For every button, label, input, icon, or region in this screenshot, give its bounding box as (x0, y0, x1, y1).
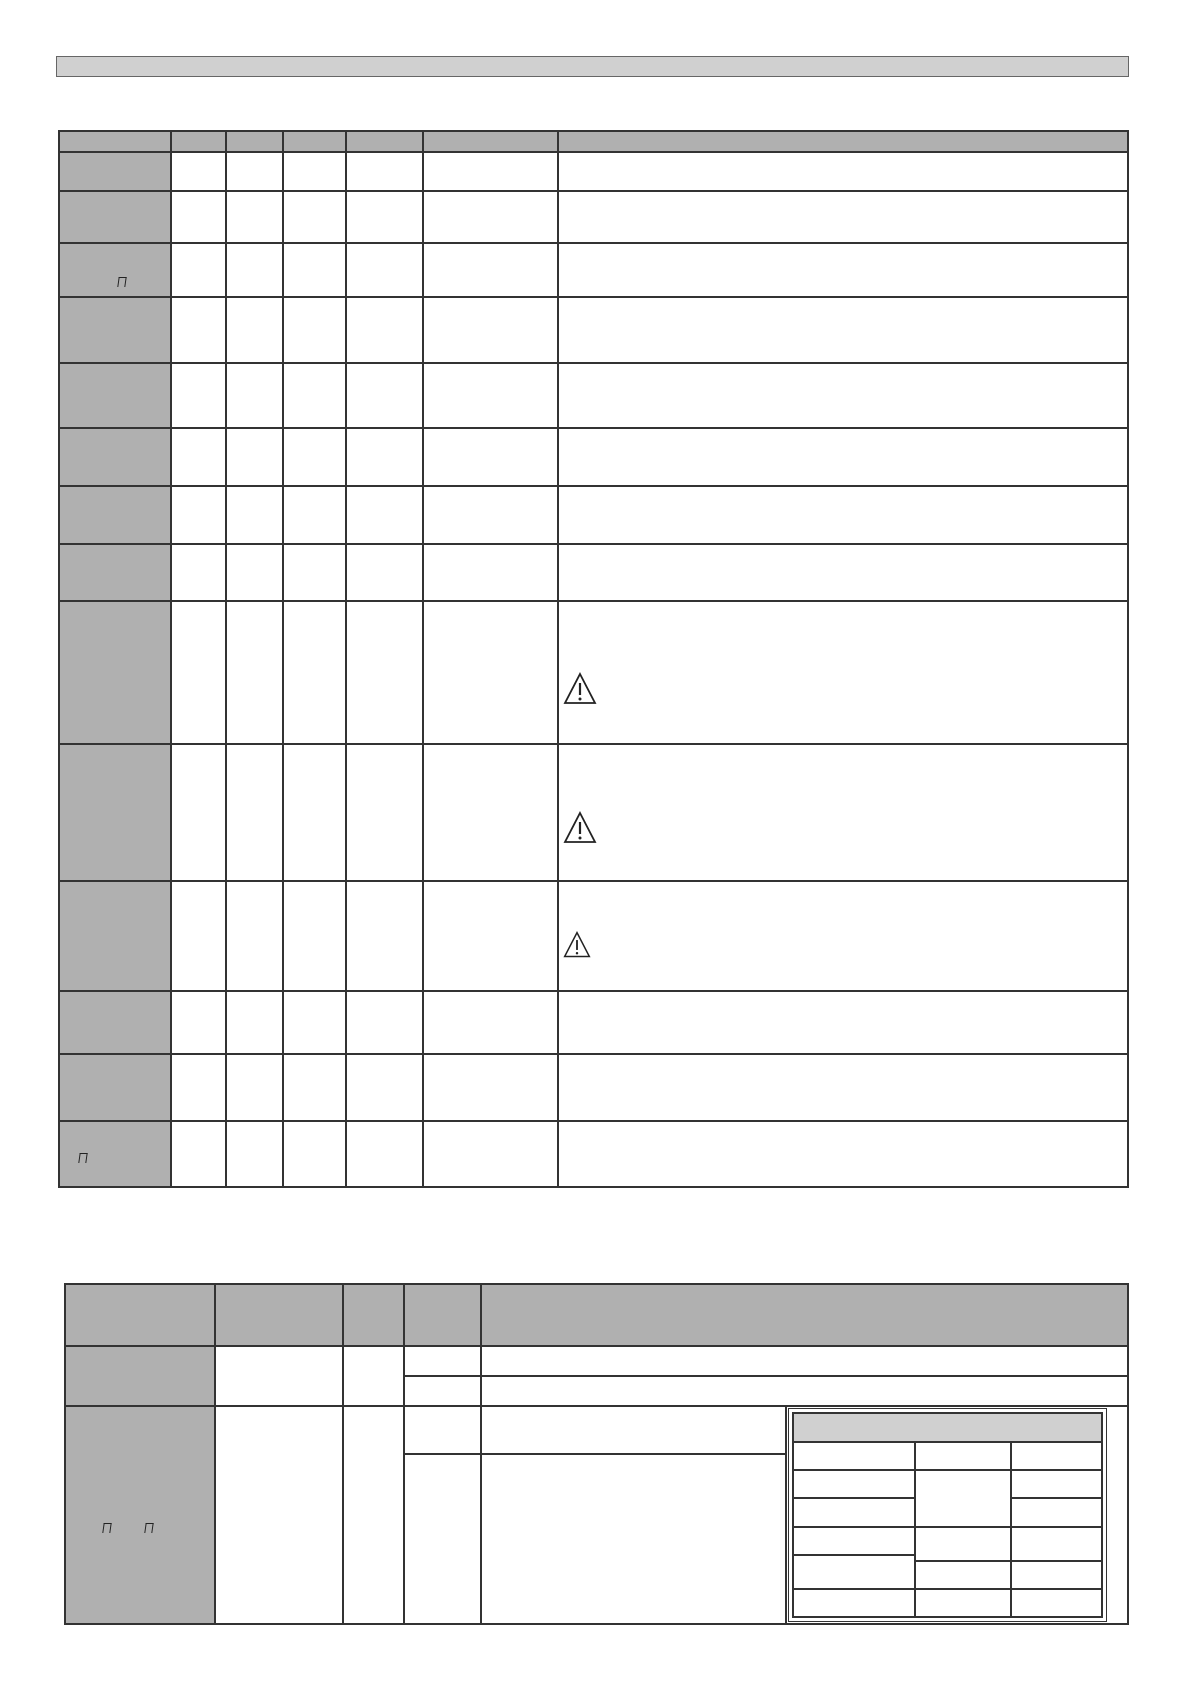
seven-segment-n-icon (102, 1523, 111, 1533)
setting-table-header (66, 1285, 1127, 1346)
warning-triangle-icon (563, 811, 597, 845)
parameter-name-column (60, 151, 171, 1186)
seven-segment-n-icon (144, 1523, 153, 1533)
warning-triangle-icon (563, 931, 591, 959)
section-title-bar (56, 56, 1129, 77)
warning-triangle-icon (563, 672, 597, 706)
parameter-table (58, 130, 1129, 1188)
inset-table-title (794, 1414, 1101, 1441)
seven-segment-n-icon (117, 277, 126, 287)
setting-name-column (66, 1346, 214, 1623)
seven-segment-n-icon (78, 1153, 87, 1163)
parameter-table-header (60, 132, 1127, 151)
